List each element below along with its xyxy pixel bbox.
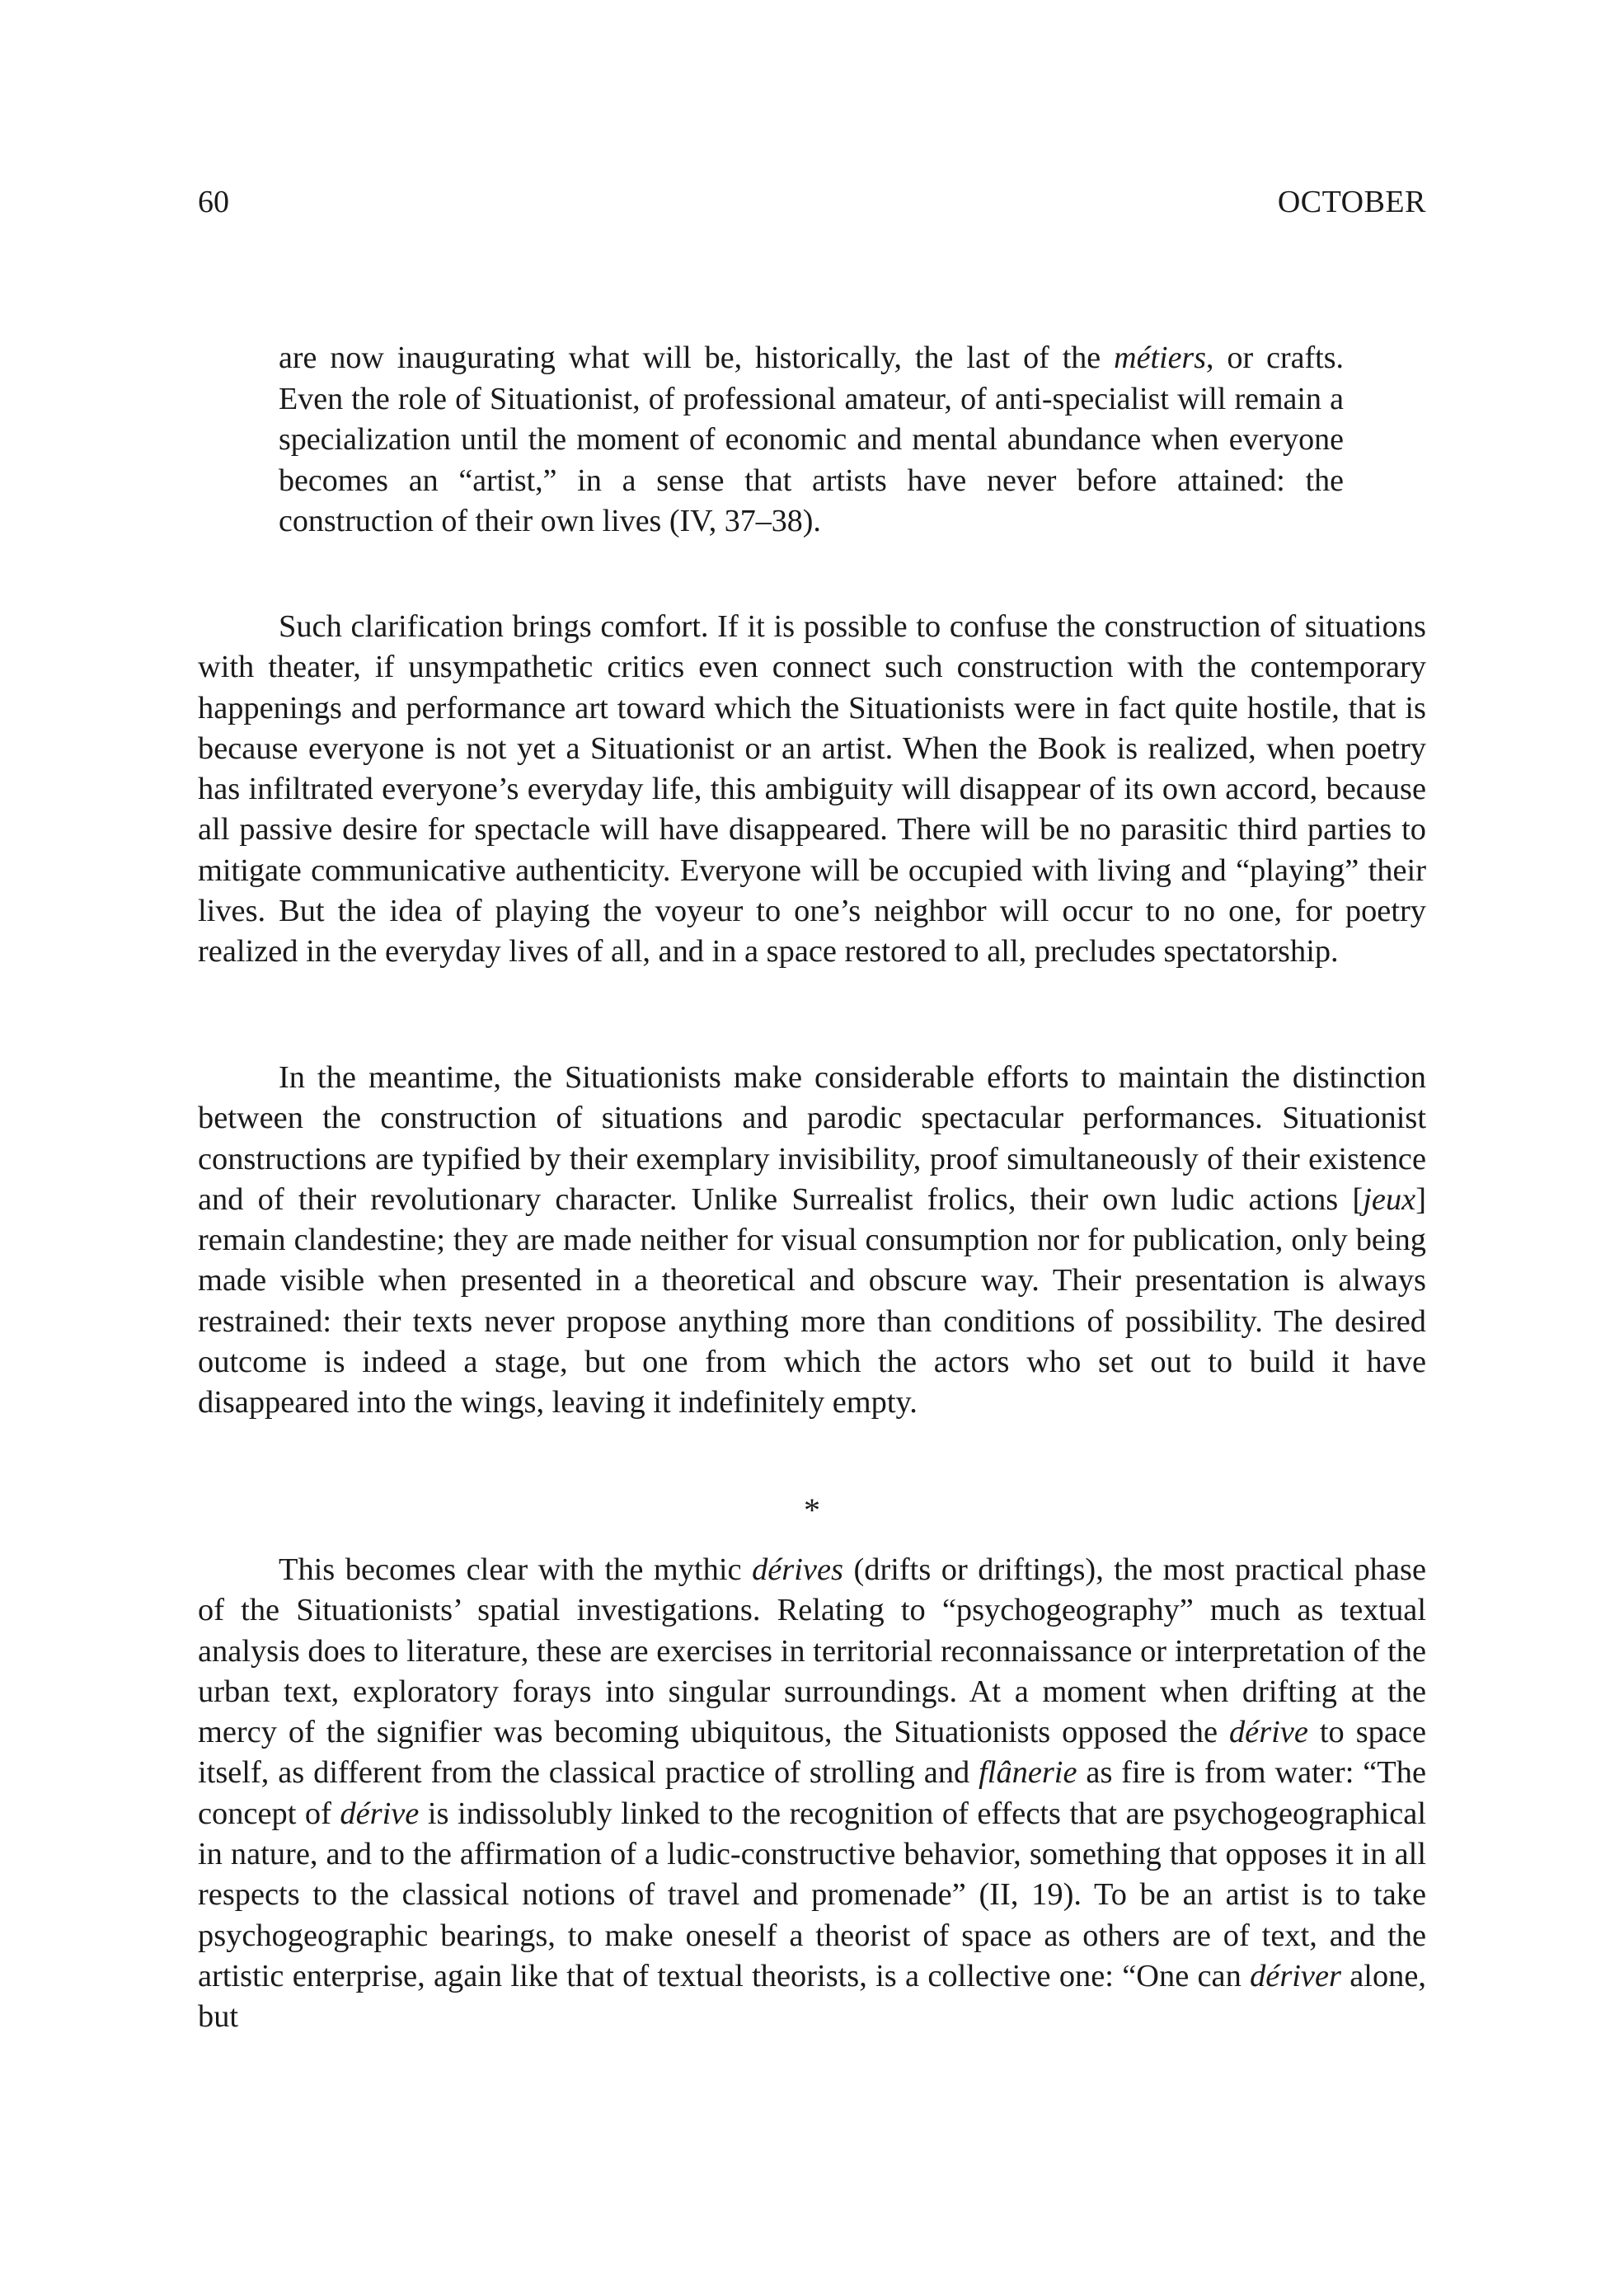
italic-term: métiers [1114,340,1207,375]
body-paragraph [198,1058,1426,1424]
block-quote-part: , or crafts. Even the role of Situationist, of professional amateur, of anti-specialist will remain a specialization until the moment of economic and mental abundance when everyone becomes an “artist,” in a sense that artists have never before attained: the construction of their own lives (IV, 37–38). [279,340,1344,539]
italic-term: dériver [1250,1958,1341,1993]
paragraph-part: This becomes clear with the mythic [279,1552,753,1587]
body-paragraph [198,1550,1426,2038]
body-paragraph [198,607,1426,973]
italic-term: jeux [1363,1181,1416,1217]
italic-term: dérives [752,1552,843,1587]
paragraph-part: to space itself, as different from the classical practice of strolling and [198,1715,1426,1791]
italic-term: flânerie [979,1755,1077,1791]
running-head [198,181,1426,223]
block-quote-text [279,338,1344,542]
block-quote-part: are now inaugurating what will be, historically, the last of the [279,340,1115,375]
journal-title: OCTOBER [1277,185,1426,219]
page-number: 60 [198,185,229,219]
paragraph-part: ] remain clandestine; they are made neither for visual consumption nor for publication, only being made visible when presented in a theoretical and obscure way. Their presentation is always restrained: their texts never propose anything more than conditions of possibility. The desired outcome is indeed a stage, but one from which the actors who set out to build it have disappeared into the wings, leaving it indefinitely empty. [198,1181,1426,1420]
paragraph-text [198,1550,1426,2038]
paragraph-text [198,1058,1426,1424]
paragraph-part: is indissolubly linked to the recognition of effects that are psychogeographical in nature, and to the affirmation of a ludic-constructive behavior, something that opposes it in all respects to the classical notions of travel and promenade” (II, 19). To be an artist is to take psychogeographic bearings, to make oneself a theorist of space as others are of text, and the artistic enterprise, again like that of textual theorists, is a collective one: “One can [198,1796,1427,1993]
section-break-asterisk: * [804,1491,820,1528]
paragraph-part: In the meantime, the Situationists make considerable efforts to maintain the distinction between the construction of situations and parodic spectacular performances. Situationist constructions are typified by their exemplary invisibility, proof simultaneously of their existence and of their revolutionary character. Unlike Surrealist frolics, their own ludic actions [ [198,1060,1426,1217]
italic-term: dérive [1228,1715,1308,1750]
paragraph-part: alone, but [198,1958,1426,2035]
paragraph-text: Such clarification brings comfort. If it is possible to confuse the construction of situations with theater, if unsympathetic critics even connect such construction with the contemporary happenings and performance art toward which the Situationists were in fact quite hostile, that is because everyone is not yet a Situationist or an artist. When the Book is realized, when poetry has infiltrated everyone’s everyday life, this ambiguity will disappear of its own accord, because all passive desire for spectacle will have disappeared. There will be no parasitic third parties to mitigate communicative authenticity. Everyone will be occupied with living and “playing” their lives. But the idea of playing the voyeur to one’s neighbor will occur to no one, for poetry realized in the everyday lives of all, and in a space restored to all, precludes spectatorship. [198,609,1426,970]
italic-term: dérive [340,1796,420,1831]
paragraph-part: (drifts or driftings), the most practical phase of the Situationists’ spatial investigations. Relating to “psychogeography” much as textual analysis does to literature, these are exercises in territorial reconnaissance or interpretation of the urban text, exploratory forays into singular surroundings. At a moment when drifting at the mercy of the signifier was becoming ubiquitous, the Situationists opposed the [198,1552,1426,1750]
block-quote [279,338,1344,542]
paragraph-part: as fire is from water: “The concept of [198,1755,1426,1831]
